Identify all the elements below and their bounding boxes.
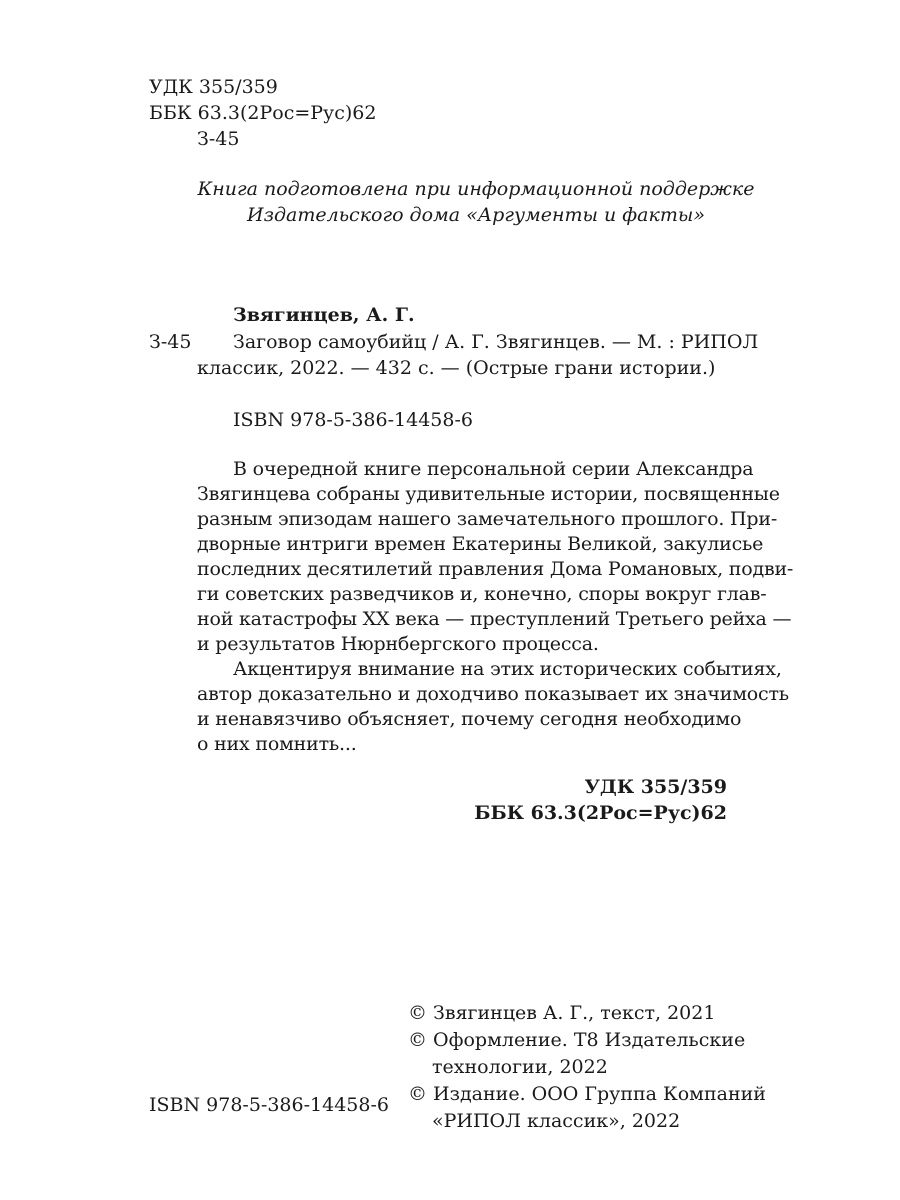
author-code-top: З-45 [197,128,240,150]
annotation-line: и результатов Нюрнбергского процесса. [197,633,599,655]
annotation-line: автор доказательно и доходчиво показывает их значимость [197,683,789,705]
copyright-line: © Оформление. Т8 Издательские [408,1029,746,1051]
annotation-line: о них помнить... [197,733,357,755]
isbn-mid: ISBN 978-5-386-14458-6 [233,409,473,431]
support-note-line-1: Книга подготовлена при информационной поддержке [197,178,755,200]
annotation-line: и ненавязчиво объясняет, почему сегодня необходимо [197,708,742,730]
annotation-line: Звягинцева собраны удивительные истории, посвященные [197,483,780,505]
annotation-line: Акцентируя внимание на этих исторических событиях, [233,658,782,680]
bbk-bottom: ББК 63.3(2Рос=Рус)62 [474,802,727,824]
author-name: Звягинцев, А. Г. [233,304,415,326]
bibliographic-line-2: классик, 2022. — 432 с. — (Острые грани истории.) [197,357,716,379]
support-note-line-2: Издательского дома «Аргументы и факты» [247,204,705,226]
copyright-line: «РИПОЛ классик», 2022 [432,1110,681,1132]
annotation-line: ги советских разведчиков и, конечно, споры вокруг глав- [197,583,767,605]
annotation-line: последних десятилетий правления Дома Романовых, подви- [197,558,794,580]
bbk-top: ББК 63.3(2Рос=Рус)62 [149,102,377,124]
annotation-line: дворные интриги времен Екатерины Великой, закулисье [197,533,764,555]
bibliographic-line-1: Заговор самоубийц / А. Г. Звягинцев. — М. : РИПОЛ [233,331,759,353]
annotation-line: В очередной книге персональной серии Александра [233,458,754,480]
author-code-entry: З-45 [149,331,192,353]
isbn-bottom: ISBN 978-5-386-14458-6 [149,1094,389,1116]
copyright-line: © Звягинцев А. Г., текст, 2021 [408,1002,716,1024]
copyright-line: технологии, 2022 [432,1056,608,1078]
support-note [150,176,802,228]
udk-bottom: УДК 355/359 [584,776,727,798]
annotation-line: разным эпизодам нашего замечательного прошлого. При- [197,508,778,530]
udk-top: УДК 355/359 [149,76,278,98]
annotation-line: ной катастрофы XX века — преступлений Третьего рейха — [197,608,792,630]
copyright-line: © Издание. ООО Группа Компаний [408,1083,766,1105]
copyright-block [408,1000,766,1135]
